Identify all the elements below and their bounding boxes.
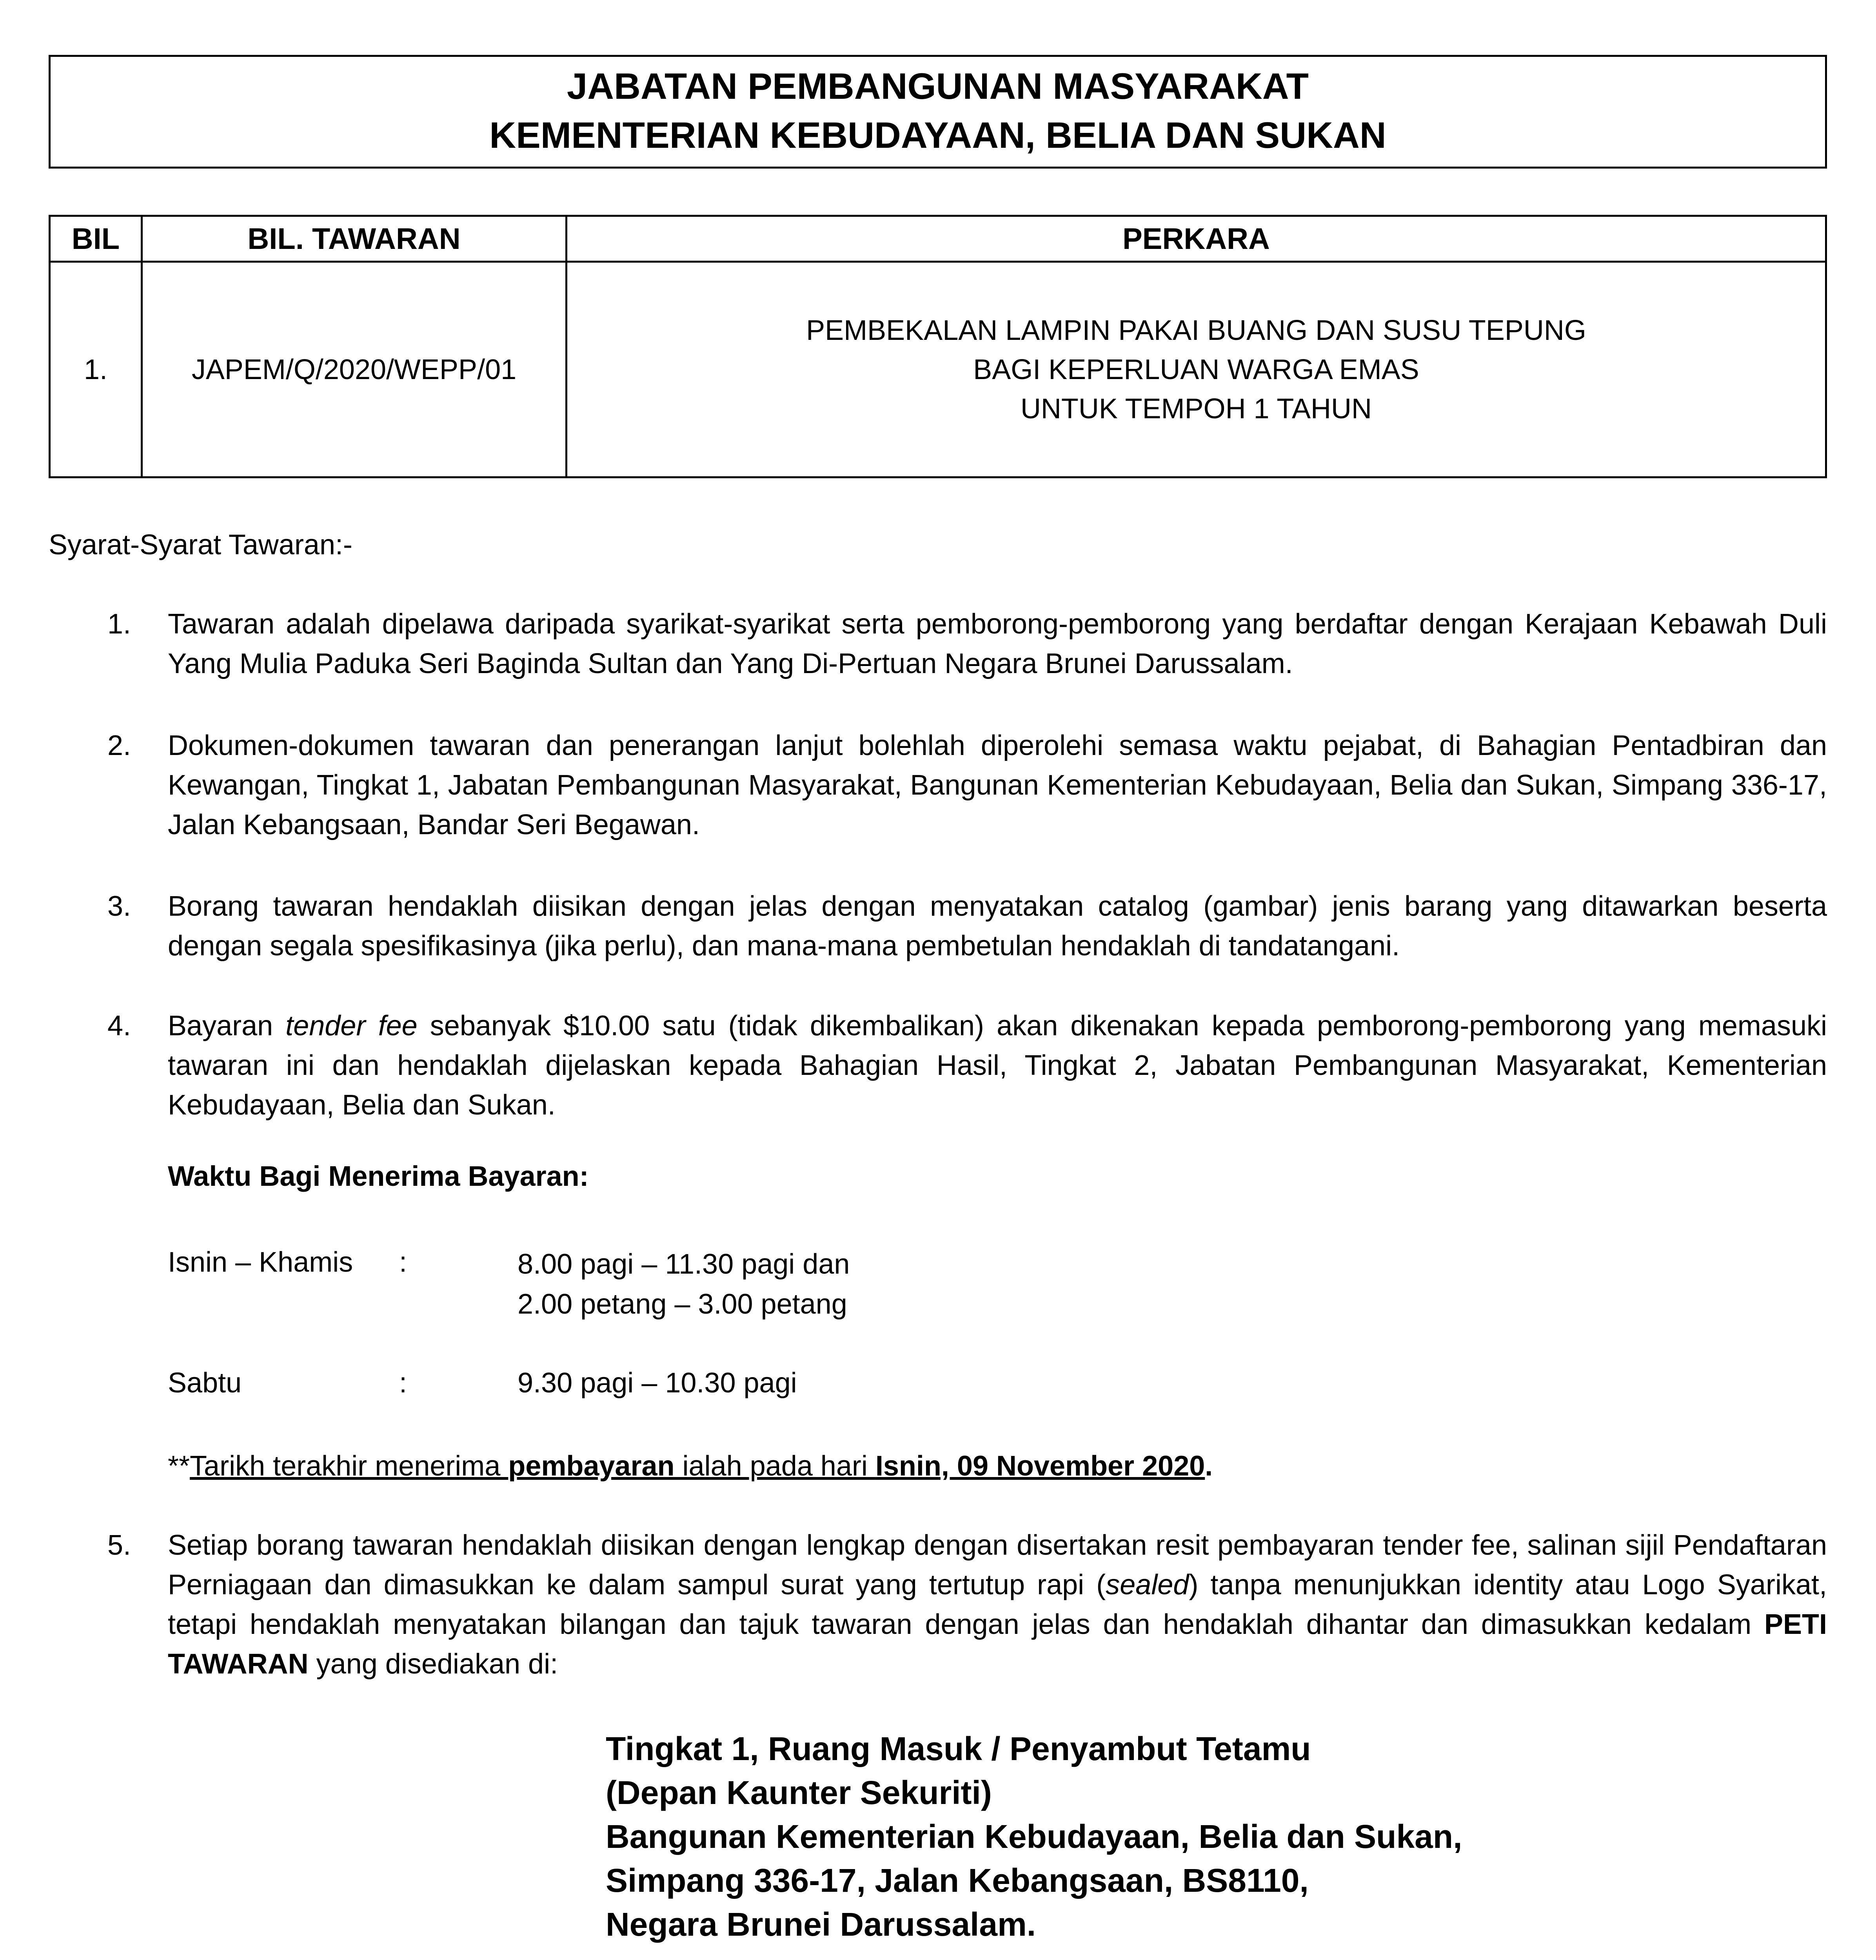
perkara-line: UNTUK TEMPOH 1 TAHUN	[1020, 393, 1372, 425]
header-perkara: PERKARA	[567, 216, 1826, 262]
condition-text	[168, 1526, 1827, 1684]
payment-hours-heading: Waktu Bagi Menerima Bayaran:	[168, 1161, 589, 1192]
row-bil: 1.	[50, 262, 142, 477]
tender-table	[49, 215, 1827, 478]
tender-table-header	[50, 216, 1826, 262]
department-name: JABATAN PEMBANGUNAN MASYARAKAT	[567, 65, 1309, 107]
text-run: sealed	[1106, 1569, 1189, 1601]
schedule-time: 2.00 petang – 3.00 petang	[518, 1289, 847, 1320]
perkara-line: BAGI KEPERLUAN WARGA EMAS	[973, 354, 1419, 385]
condition-text: Tawaran adalah dipelawa daripada syarikat-syarikat serta pemborong-pemborong yang berdaftar dengan Kerajaan Kebawah Duli Yang Mulia Paduka Seri Baginda Sultan dan Yang Di-Pertuan Negara Brunei Darussalam.	[168, 608, 1827, 679]
row-tender-ref: JAPEM/Q/2020/WEPP/01	[142, 262, 567, 477]
condition-text: Borang tawaran hendaklah diisikan dengan jelas dengan menyatakan catalog (gambar) jenis barang yang ditawarkan beserta dengan segala spesifikasinya (jika perlu), dan mana-mana pembetulan hendaklah di tandatangani.	[168, 891, 1827, 962]
condition-text	[168, 1006, 1827, 1125]
text-run: Tarikh terakhir menerima	[190, 1450, 508, 1482]
condition-number: 5.	[107, 1530, 131, 1561]
table-row	[50, 262, 1826, 477]
department-header	[49, 55, 1827, 169]
text-run: yang disediakan di:	[308, 1648, 558, 1680]
submission-address	[606, 1727, 1462, 1946]
condition-number: 3.	[107, 891, 131, 922]
condition-number: 4.	[107, 1010, 131, 1042]
address-line: Simpang 336-17, Jalan Kebangsaan, BS8110,	[606, 1862, 1309, 1899]
text-run: sebanyak $10.00 satu (tidak dikembalikan) akan dikenakan kepada pemborong-pemborong yang memasuki tawaran ini dan hendaklah dijelaskan kepada Bahagian Hasil, Tingkat 2, Jabatan Pembangunan Masyarakat, Kementerian Kebudayaan, Belia dan Sukan.	[168, 1010, 1827, 1121]
schedule-time: 9.30 pagi – 10.30 pagi	[518, 1367, 797, 1399]
text-run: **	[168, 1450, 190, 1482]
schedule-time: 8.00 pagi – 11.30 pagi dan	[518, 1249, 850, 1280]
perkara-line: PEMBEKALAN LAMPIN PAKAI BUANG DAN SUSU TEPUNG	[806, 314, 1586, 346]
address-line: Bangunan Kementerian Kebudayaan, Belia dan Sukan,	[606, 1818, 1462, 1855]
payment-deadline-date: Isnin, 09 November 2020	[875, 1450, 1205, 1482]
text-run: Setiap borang tawaran hendaklah diisikan dengan lengkap dengan disertakan resit pembayaran tender fee, salinan sijil Pendaftaran Perniagaan dan dimasukkan ke dalam sampul surat yang tertutup rapi (	[168, 1530, 1827, 1601]
address-line: (Depan Kaunter Sekuriti)	[606, 1774, 992, 1811]
conditions-heading: Syarat-Syarat Tawaran:-	[49, 529, 352, 561]
peti-tawaran-label: PETI TAWARAN	[168, 1609, 1827, 1680]
condition-number: 2.	[107, 730, 131, 761]
row-perkara	[567, 262, 1826, 477]
schedule-separator: :	[399, 1247, 407, 1278]
text-run: Bayaran	[168, 1010, 286, 1042]
tender-fee-term: tender fee	[285, 1010, 418, 1042]
schedule-day: Isnin – Khamis	[168, 1247, 353, 1278]
condition-text: Dokumen-dokumen tawaran dan penerangan lanjut bolehlah diperolehi semasa waktu pejabat, di Bahagian Pentadbiran dan Kewangan, Tingkat 1, Jabatan Pembangunan Masyarakat, Bangunan Kementerian Kebudayaan, Belia dan Sukan, Simpang 336-17, Jalan Kebangsaan, Bandar Seri Begawan.	[168, 730, 1827, 840]
condition-number: 1.	[107, 608, 131, 640]
schedule-day: Sabtu	[168, 1367, 242, 1399]
address-line: Negara Brunei Darussalam.	[606, 1906, 1036, 1943]
payment-deadline-note	[168, 1446, 1213, 1486]
text-run: pembayaran	[508, 1450, 675, 1482]
header-bil-tawaran: BIL. TAWARAN	[142, 216, 567, 262]
schedule-separator: :	[399, 1367, 407, 1399]
text-run: ialah pada hari	[674, 1450, 875, 1482]
text-run: ) tanpa menunjukkan identity atau Logo Syarikat, tetapi hendaklah menyatakan bilangan dan tajuk tawaran dengan jelas dan hendaklah dihantar dan dimasukkan kedalam	[168, 1569, 1827, 1640]
text-run: .	[1205, 1450, 1213, 1482]
header-bil: BIL	[50, 216, 142, 262]
address-line: Tingkat 1, Ruang Masuk / Penyambut Tetamu	[606, 1730, 1311, 1767]
ministry-name: KEMENTERIAN KEBUDAYAAN, BELIA DAN SUKAN	[489, 114, 1386, 156]
